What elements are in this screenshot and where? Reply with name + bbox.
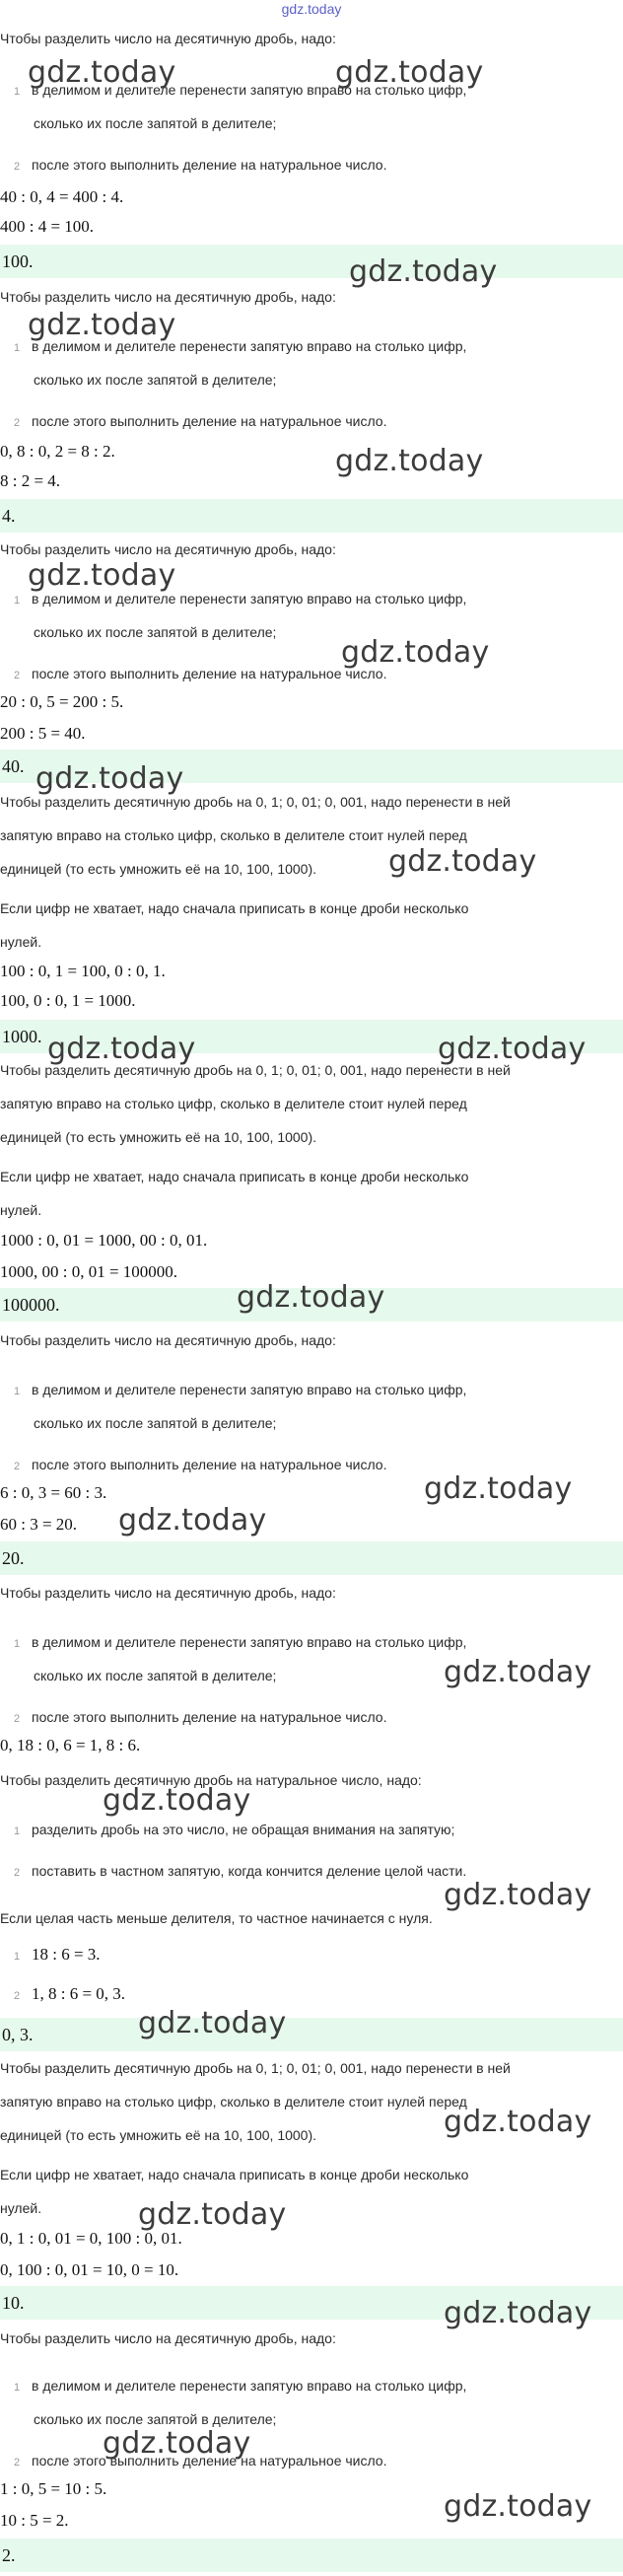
rule2-note: Если цифр не хватает, надо сначала приписать в конце дроби несколько <box>0 900 469 916</box>
rule-intro: Чтобы разделить число на десятичную дробь, надо: <box>0 1332 336 1348</box>
rule-step-text: после этого выполнить деление на натуральное число. <box>32 157 387 173</box>
rule2-intro: Чтобы разделить десятичную дробь на 0, 1; 0, 01; 0, 001, надо перенести в ней <box>0 1062 511 1078</box>
rule2-line: запятую вправо на столько цифр, сколько в делителе стоит нулей перед <box>0 1096 467 1111</box>
watermark: gdz.today <box>444 2489 592 2524</box>
rule2-line: запятую вправо на столько цифр, сколько в делителе стоит нулей перед <box>0 827 467 843</box>
math-line: 8 : 2 = 4. <box>0 471 61 490</box>
answer-bar: 20. <box>0 1541 623 1575</box>
rule-step-text: после этого выполнить деление на натуральное число. <box>32 1457 387 1472</box>
rule-step-1-cont: сколько их после запятой в делителе; <box>34 1415 277 1431</box>
answer-bar: 100000. <box>0 1288 623 1322</box>
watermark: gdz.today <box>335 444 484 478</box>
rule2-line: единицей (то есть умножить её на 10, 100, 1000). <box>0 2127 317 2143</box>
rule-step-text: после этого выполнить деление на натуральное число. <box>32 2453 387 2469</box>
rule-step-text: в делимом и делителе перенести запятую вправо на столько цифр, <box>32 2378 467 2394</box>
watermark: gdz.today <box>341 635 490 670</box>
rule-step-1-cont: сколько их после запятой в делителе; <box>34 372 277 388</box>
answer-bar: 1000. <box>0 1020 623 1053</box>
watermark: gdz.today <box>444 1878 592 1912</box>
watermark: gdz.today <box>103 2426 251 2461</box>
list-number: 1 <box>13 2382 21 2394</box>
watermark: gdz.today <box>349 254 498 289</box>
math-line: 200 : 5 = 40. <box>0 724 86 743</box>
math-line: 1000, 00 : 0, 01 = 100000. <box>0 1262 178 1281</box>
rule-step-text: поставить в частном запятую, когда кончится деление целой части. <box>32 1863 467 1879</box>
rule2-intro: Чтобы разделить десятичную дробь на 0, 1; 0, 01; 0, 001, надо перенести в ней <box>0 2060 511 2076</box>
rule-step-text: в делимом и делителе перенести запятую вправо на столько цифр, <box>32 82 467 98</box>
rule-step-text: в делимом и делителе перенести запятую вправо на столько цифр, <box>32 1634 467 1650</box>
math-line: 100 : 0, 1 = 100, 0 : 0, 1. <box>0 962 166 980</box>
rule3-note: Если целая часть меньше делителя, то частное начинается с нуля. <box>0 1910 433 1926</box>
math-line: 100, 0 : 0, 1 = 1000. <box>0 991 136 1010</box>
list-number: 2 <box>13 1867 21 1879</box>
rule-step-1 <box>0 590 466 609</box>
rule-step-text: разделить дробь на это число, не обращая внимания на запятую; <box>32 1822 455 1837</box>
list-number: 2 <box>13 1713 21 1725</box>
math-line: 0, 100 : 0, 01 = 10, 0 = 10. <box>0 2260 179 2279</box>
rule-step-1 <box>0 1381 466 1400</box>
watermark: gdz.today <box>424 1471 573 1506</box>
watermark: gdz.today <box>335 55 484 90</box>
answer-bar: 0, 3. <box>0 2018 623 2051</box>
math-line: 40 : 0, 4 = 400 : 4. <box>0 187 124 206</box>
rule-step-1-cont: сколько их после запятой в делителе; <box>34 115 277 131</box>
list-number: 1 <box>13 342 21 354</box>
list-number: 2 <box>13 2457 21 2469</box>
math-line: 20 : 0, 5 = 200 : 5. <box>0 692 124 711</box>
rule-step-text: в делимом и делителе перенести запятую вправо на столько цифр, <box>32 338 467 354</box>
rule-step-2 <box>0 156 387 176</box>
watermark: gdz.today <box>138 2006 287 2040</box>
rule-step-text: в делимом и делителе перенести запятую вправо на столько цифр, <box>32 591 467 607</box>
math-line: 0, 18 : 0, 6 = 1, 8 : 6. <box>0 1736 141 1754</box>
rule-step-1-cont: сколько их после запятой в делителе; <box>34 2411 277 2427</box>
watermark: gdz.today <box>47 1032 196 1066</box>
answer-bar: 100. <box>0 245 623 278</box>
answer-bar: 40. <box>0 750 623 783</box>
rule2-note: нулей. <box>0 934 42 950</box>
watermark: gdz.today <box>388 844 537 879</box>
rule-step-2 <box>0 1456 387 1475</box>
math-line: 0, 1 : 0, 01 = 0, 100 : 0, 01. <box>0 2229 182 2248</box>
watermark: gdz.today <box>444 2105 592 2139</box>
math-line: 1 : 0, 5 = 10 : 5. <box>0 2479 107 2498</box>
site-header-logo[interactable]: gdz.today <box>281 1 342 17</box>
rule-step-1 <box>0 1633 466 1653</box>
answer-bar: 2. <box>0 2539 623 2572</box>
rule3-step-1 <box>0 1821 454 1840</box>
math-line: 400 : 4 = 100. <box>0 217 95 236</box>
rule-step-1 <box>0 337 466 357</box>
rule2-line: единицей (то есть умножить её на 10, 100, 1000). <box>0 861 317 877</box>
rule-step-1 <box>0 81 466 101</box>
rule-step-2 <box>0 2452 387 2471</box>
list-number: 2 <box>13 1461 21 1472</box>
math-line: 6 : 0, 3 = 60 : 3. <box>0 1483 107 1502</box>
rule-step-2 <box>0 1708 387 1728</box>
rule2-note: Если цифр не хватает, надо сначала приписать в конце дроби несколько <box>0 1169 469 1184</box>
watermark: gdz.today <box>438 1032 587 1066</box>
watermark: gdz.today <box>118 1503 267 1538</box>
list-number: 1 <box>13 1386 21 1397</box>
rule2-note: нулей. <box>0 2200 42 2216</box>
math-line: 18 : 6 = 3. <box>32 1945 101 1964</box>
rule-step-text: в делимом и делителе перенести запятую вправо на столько цифр, <box>32 1382 467 1397</box>
rule3-step-2 <box>0 1862 466 1882</box>
rule-step-text: после этого выполнить деление на натуральное число. <box>32 666 387 681</box>
rule2-note: Если цифр не хватает, надо сначала приписать в конце дроби несколько <box>0 2167 469 2182</box>
math-line: 0, 8 : 0, 2 = 8 : 2. <box>0 442 115 461</box>
rule-step-1-cont: сколько их после запятой в делителе; <box>34 1668 277 1683</box>
rule-intro: Чтобы разделить число на десятичную дробь, надо: <box>0 2330 336 2346</box>
rule-intro: Чтобы разделить число на десятичную дробь, надо: <box>0 541 336 557</box>
rule-step-text: после этого выполнить деление на натуральное число. <box>32 1709 387 1725</box>
list-number: 2 <box>13 1990 21 2002</box>
rule-step-2 <box>0 665 387 684</box>
math-line: 60 : 3 = 20. <box>0 1515 78 1534</box>
math-line: 1, 8 : 6 = 0, 3. <box>32 1984 126 2003</box>
rule2-line: запятую вправо на столько цифр, сколько в делителе стоит нулей перед <box>0 2094 467 2110</box>
rule2-note: нулей. <box>0 1202 42 1218</box>
watermark: gdz.today <box>444 2296 592 2330</box>
rule-intro: Чтобы разделить число на десятичную дробь, надо: <box>0 1585 336 1601</box>
rule-intro: Чтобы разделить число на десятичную дробь, надо: <box>0 289 336 305</box>
watermark: gdz.today <box>35 761 184 796</box>
math-line: 10 : 5 = 2. <box>0 2511 69 2530</box>
math-list-item <box>0 1945 101 1967</box>
rule3-intro: Чтобы разделить десятичную дробь на натуральное число, надо: <box>0 1772 422 1788</box>
rule-step-1 <box>0 2377 466 2397</box>
watermark: gdz.today <box>28 558 176 593</box>
answer-bar: 4. <box>0 499 623 533</box>
list-number: 1 <box>13 1951 21 1963</box>
rule2-line: единицей (то есть умножить её на 10, 100, 1000). <box>0 1129 317 1145</box>
watermark: gdz.today <box>28 55 176 90</box>
list-number: 2 <box>13 417 21 429</box>
math-list-item <box>0 1984 125 2006</box>
rule-step-text: после этого выполнить деление на натуральное число. <box>32 413 387 429</box>
math-line: 1000 : 0, 01 = 1000, 00 : 0, 01. <box>0 1231 208 1250</box>
rule-intro: Чтобы разделить число на десятичную дробь, надо: <box>0 31 336 46</box>
watermark: gdz.today <box>444 1655 592 1689</box>
list-number: 1 <box>13 595 21 607</box>
list-number: 2 <box>13 161 21 173</box>
list-number: 2 <box>13 670 21 681</box>
watermark: gdz.today <box>237 1280 385 1315</box>
watermark: gdz.today <box>28 308 176 342</box>
watermark: gdz.today <box>138 2197 287 2232</box>
rule-step-1-cont: сколько их после запятой в делителе; <box>34 624 277 640</box>
rule-step-2 <box>0 412 387 432</box>
answer-bar: 10. <box>0 2286 623 2320</box>
list-number: 1 <box>13 1638 21 1650</box>
rule2-intro: Чтобы разделить десятичную дробь на 0, 1; 0, 01; 0, 001, надо перенести в ней <box>0 794 511 810</box>
list-number: 1 <box>13 1825 21 1837</box>
watermark: gdz.today <box>103 1783 251 1818</box>
list-number: 1 <box>13 86 21 98</box>
